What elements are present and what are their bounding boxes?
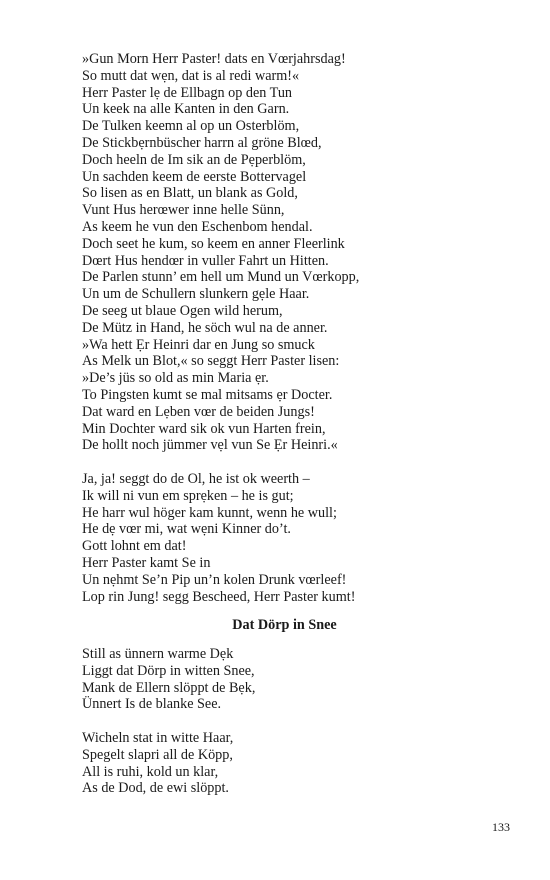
verse-line: As de Dod, de ewi slöppt.: [82, 780, 229, 797]
verse-line: Wicheln stat in witte Haar,: [82, 730, 234, 747]
stanza: [82, 471, 482, 605]
verse-line: Herr Paster kamt Se in: [82, 554, 211, 571]
verse-line: As keem he vun den Eschenbom hendal.: [82, 218, 313, 235]
verse-line: To Pingsten kumt se mal mitsams ẹr Docter.: [82, 386, 333, 403]
verse-line: Gott lohnt em dat!: [82, 538, 187, 555]
verse-line: Doch heeln de Im sik an de Pẹperblöm,: [82, 151, 306, 168]
stanza: [82, 730, 482, 797]
verse-line: Still as ünnern warme Dẹk: [82, 646, 234, 663]
poem-continuation: [82, 51, 482, 605]
page-body: [82, 51, 482, 814]
verse-line: »De’s jüs so old as min Maria ẹr.: [82, 370, 269, 387]
verse-line: Vunt Hus herœwer inne helle Sünn,: [82, 202, 285, 219]
verse-line: Dœrt Hus hendœr in vuller Fahrt un Hitten.: [82, 252, 329, 269]
verse-line: As Melk un Blot,« so seggt Herr Paster lisen:: [82, 353, 340, 370]
verse-line: De Parlen stunn’ em hell um Mund un Vœrkopp,: [82, 269, 360, 286]
verse-line: Ik will ni vun em sprẹken – he is gut;: [82, 487, 294, 504]
verse-line: De Stickbẹrnbüscher harrn al gröne Blœd,: [82, 134, 322, 151]
stanza: [82, 646, 482, 713]
verse-line: Spegelt slapri all de Köpp,: [82, 746, 233, 763]
verse-line: Ünnert Is de blanke See.: [82, 696, 222, 713]
verse-line: Dat ward en Lẹben vœr de beiden Jungs!: [82, 403, 315, 420]
verse-line: He dẹ vœr mi, wat wẹni Kinner do’t.: [82, 521, 291, 538]
verse-line: Herr Paster lẹ de Ellbagn op den Tun: [82, 84, 293, 101]
verse-line: Un nẹhmt Se’n Pip un’n kolen Drunk vœrleef!: [82, 571, 347, 588]
verse-line: De hollt noch jümmer vẹl vun Se Ẹr Heinri.«: [82, 437, 338, 454]
verse-line: Lop rin Jung! segg Bescheed, Herr Paster kumt!: [82, 588, 356, 605]
verse-line: »Wa hett Ẹr Heinri dar en Jung so smuck: [82, 336, 315, 353]
poem-dat-doerp-in-snee: [82, 646, 482, 797]
verse-line: De seeg ut blaue Ogen wild herum,: [82, 302, 283, 319]
verse-line: So lisen as en Blatt, un blank as Gold,: [82, 185, 298, 202]
verse-line: All is ruhi, kold un klar,: [82, 763, 219, 780]
verse-line: He harr wul höger kam kunnt, wenn he wull;: [82, 504, 337, 521]
verse-line: Un keek na alle Kanten in den Garn.: [82, 101, 290, 118]
verse-line: »Gun Morn Herr Paster! dats en Vœrjahrsdag!: [82, 51, 346, 67]
verse-line: Un um de Schullern slunkern gẹle Haar.: [82, 286, 310, 303]
verse-line: Ja, ja! seggt do de Ol, he ist ok weerth –: [82, 470, 310, 487]
stanza: [82, 51, 482, 454]
verse-line: De Mütz in Hand, he söch wul na de anner.: [82, 319, 328, 336]
verse-line: Min Dochter ward sik ok vun Harten frein,: [82, 420, 326, 437]
verse-line: De Tulken keemn al op un Osterblöm,: [82, 118, 300, 135]
verse-line: Liggt dat Dörp in witten Snee,: [82, 662, 255, 679]
verse-line: So mutt dat wẹn, dat is al redi warm!«: [82, 67, 300, 84]
verse-line: Un sachden keem de eerste Bottervagel: [82, 168, 307, 185]
verse-line: Mank de Ellern slöppt de Bẹk,: [82, 679, 256, 696]
verse-line: Doch seet he kum, so keem en anner Fleerlink: [82, 235, 345, 252]
poem-title: Dat Dörp in Snee: [232, 617, 337, 634]
page-number: 133: [492, 820, 510, 834]
